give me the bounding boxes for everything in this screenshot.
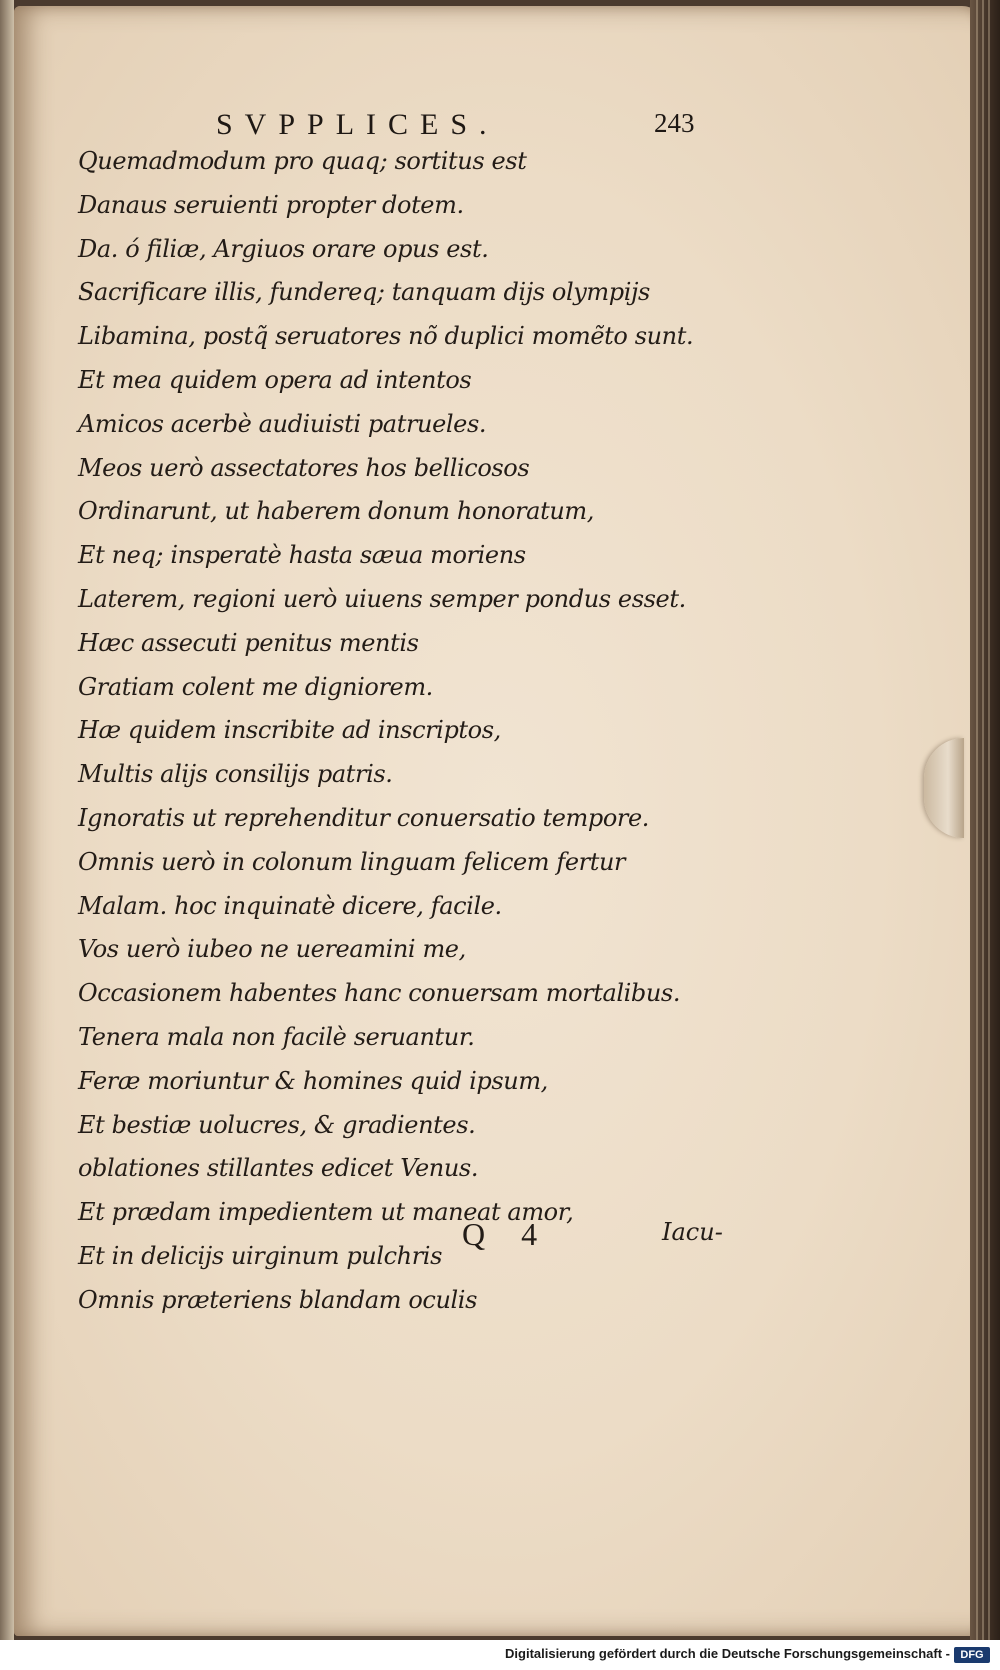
- verse-line: Feræ moriuntur & homines quid ipsum,: [78, 1066, 548, 1095]
- catchword: Iacu-: [662, 1218, 723, 1246]
- verse-text: [78, 140, 718, 1323]
- page-tab: [924, 738, 964, 838]
- verse-line: Omnis uerò in colonum linguam felicem fertur: [78, 847, 626, 876]
- verse-line: Amicos acerbè audiuisti patrueles.: [78, 409, 487, 438]
- verse-line: oblationes stillantes edicet Venus.: [78, 1154, 479, 1183]
- page-edge-line: [976, 0, 978, 1640]
- verse-line: Et in delicijs uirginum pulchris: [78, 1241, 442, 1270]
- verse-line: Gratiam colent me digniorem.: [78, 672, 433, 701]
- page-edge-line: [982, 0, 984, 1640]
- verse-line: Et bestiæ uolucres, & gradientes.: [78, 1110, 476, 1139]
- verse-line: Meos uerò assectatores hos bellicosos: [78, 453, 530, 482]
- signature-mark: Q 4: [462, 1216, 552, 1252]
- verse-line: Hæ quidem inscribite ad inscriptos,: [78, 716, 501, 745]
- verse-line: Malam. hoc inquinatè dicere, facile.: [78, 891, 502, 920]
- verse-line: Et prædam impedientem ut maneat amor,: [78, 1198, 574, 1227]
- verse-line: Hæc assecuti penitus mentis: [78, 628, 419, 657]
- verse-line: Tenera mala non facilè seruantur.: [78, 1022, 475, 1051]
- verse-line: Sacrificare illis, fundereq; tanquam dijs olympijs: [78, 278, 650, 307]
- page-edge-line: [988, 0, 990, 1640]
- verse-line: Laterem, regioni uerò uiuens semper pondus esset.: [78, 584, 686, 613]
- verse-line: Quemadmodum pro quaq; sortitus est: [78, 147, 527, 175]
- book-page: [14, 6, 984, 1636]
- verse-line: Ignoratis ut reprehenditur conuersatio tempore.: [78, 803, 650, 832]
- credit-bar: [0, 1640, 1000, 1670]
- page-footer: [14, 1216, 954, 1266]
- verse-line: Omnis præteriens blandam oculis: [78, 1285, 477, 1314]
- running-title: SVPPLICES.: [216, 108, 499, 141]
- verse-line: Multis alijs consilijs patris.: [78, 760, 393, 789]
- verse-line: Vos uerò iubeo ne uereamini me,: [78, 935, 466, 964]
- dfg-logo: DFG: [954, 1647, 990, 1663]
- credit-text: Digitalisierung gefördert durch die Deutsche Forschungsgemeinschaft -: [505, 1646, 950, 1661]
- verse-line: Et mea quidem opera ad intentos: [78, 365, 472, 394]
- verse-line: Da. ó filiæ, Argiuos orare opus est.: [78, 234, 489, 263]
- verse-line: Libamina, postq̃ seruatores nõ duplici momẽto sunt.: [78, 322, 694, 351]
- verse-line: Et neq; insperatè hasta sæua moriens: [78, 541, 526, 570]
- adjacent-page-edge: [0, 0, 14, 1640]
- page-number: 243: [654, 108, 695, 138]
- verse-line: Danaus seruienti propter dotem.: [78, 190, 464, 219]
- verse-line: Occasionem habentes hanc conuersam mortalibus.: [78, 979, 681, 1008]
- verse-line: Ordinarunt, ut haberem donum honoratum,: [78, 497, 594, 526]
- fore-edge: [970, 0, 1000, 1640]
